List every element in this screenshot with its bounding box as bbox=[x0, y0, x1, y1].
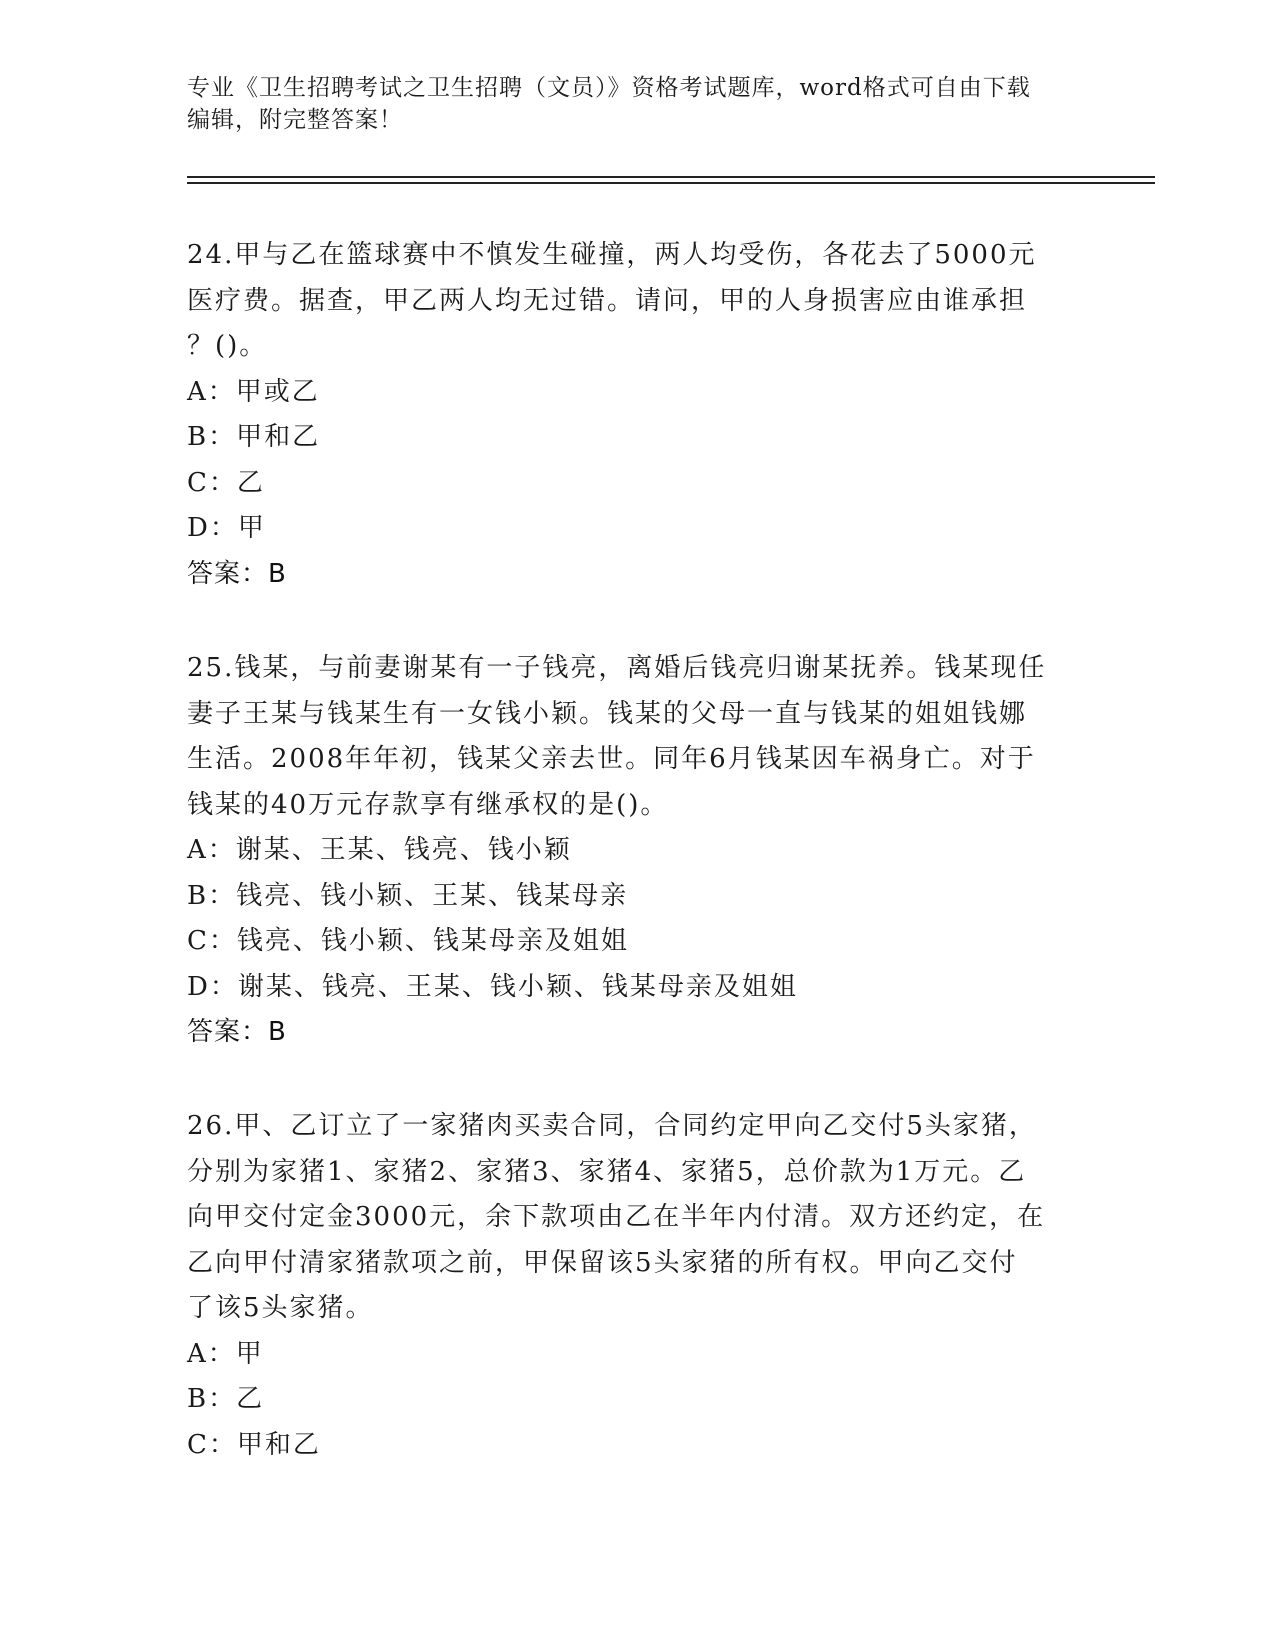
question-stem-line: 24.甲与乙在篮球赛中不慎发生碰撞，两人均受伤，各花去了5000元 bbox=[187, 240, 1037, 270]
question-stem-line: ？()。 bbox=[187, 331, 268, 361]
document-header bbox=[187, 72, 1067, 136]
option-b: B：乙 bbox=[187, 1384, 265, 1414]
option-c: C：甲和乙 bbox=[187, 1429, 321, 1460]
option-c: C：钱亮、钱小颖、钱某母亲及姐姐 bbox=[187, 926, 629, 956]
question-25 bbox=[187, 646, 1087, 1056]
question-stem-line: 26.甲、乙订立了一家猪肉买卖合同，合同约定甲向乙交付5头家猪， bbox=[187, 1111, 1037, 1141]
answer-line: 答案：B bbox=[187, 558, 287, 589]
question-stem-line: 向甲交付定金3000元，余下款项由乙在半年内付清。双方还约定，在 bbox=[187, 1202, 1046, 1232]
question-stem-line: 妻子王某与钱某生有一女钱小颖。钱某的父母一直与钱某的姐姐钱娜 bbox=[187, 698, 1028, 729]
option-d: D：甲 bbox=[187, 513, 266, 543]
option-d: D：谢某、钱亮、王某、钱小颖、钱某母亲及姐姐 bbox=[187, 971, 798, 1002]
question-stem-line: 生活。2008年年初，钱某父亲去世。同年6月钱某因车祸身亡。对于 bbox=[187, 744, 1036, 774]
header-divider-bottom bbox=[187, 182, 1155, 184]
question-24 bbox=[187, 233, 1087, 597]
header-line-2: 编辑，附完整答案！ bbox=[187, 107, 403, 133]
option-c: C：乙 bbox=[187, 467, 265, 498]
option-a: A：谢某、王某、钱亮、钱小颖 bbox=[187, 835, 572, 865]
question-stem-line: 25.钱某，与前妻谢某有一子钱亮，离婚后钱亮归谢某抚养。钱某现任 bbox=[187, 653, 1047, 683]
question-stem-line: 分别为家猪1、家猪2、家猪3、家猪4、家猪5，总价款为1万元。乙 bbox=[187, 1156, 1027, 1187]
question-stem-line: 医疗费。据查，甲乙两人均无过错。请问，甲的人身损害应由谁承担 bbox=[187, 285, 1028, 316]
question-26 bbox=[187, 1104, 1087, 1468]
option-a: A：甲或乙 bbox=[187, 376, 320, 407]
option-b: B：甲和乙 bbox=[187, 422, 321, 452]
question-stem-line: 钱某的40万元存款享有继承权的是()。 bbox=[187, 789, 669, 820]
option-b: B：钱亮、钱小颖、王某、钱某母亲 bbox=[187, 880, 629, 911]
header-divider-top bbox=[187, 176, 1155, 178]
answer-line: 答案：B bbox=[187, 1017, 287, 1047]
option-a: A：甲 bbox=[187, 1338, 264, 1369]
question-stem-line: 了该5头家猪。 bbox=[187, 1293, 374, 1323]
question-stem-line: 乙向甲付清家猪款项之前，甲保留该5头家猪的所有权。甲向乙交付 bbox=[187, 1247, 1018, 1278]
header-line-1: 专业《卫生招聘考试之卫生招聘（文员）》资格考试题库，word格式可自由下载 bbox=[187, 75, 1031, 101]
